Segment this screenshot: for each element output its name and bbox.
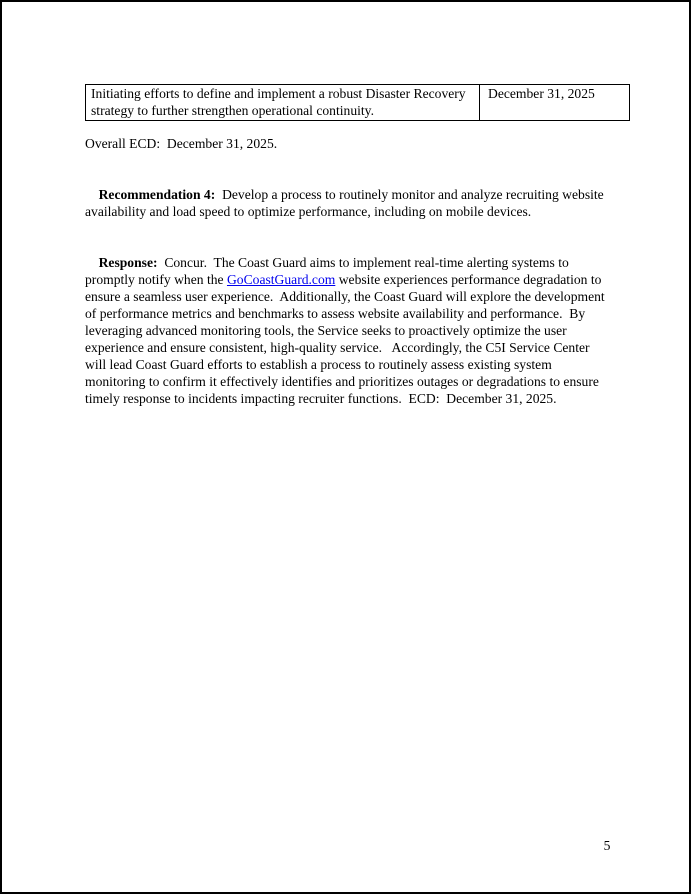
response-label: Response: <box>98 255 158 270</box>
recommendation-label: Recommendation 4: <box>98 187 216 202</box>
page-number: 5 <box>603 838 611 853</box>
recommendation-paragraph <box>85 169 612 237</box>
response-text-before-link: Concur. The Coast Guard aims to implement real-time alerting systems to promptly notify when the <box>85 255 573 287</box>
overall-ecd-line: Overall ECD: December 31, 2025. <box>85 136 278 151</box>
response-paragraph <box>85 237 612 424</box>
gocoastguard-link[interactable]: GoCoastGuard.com <box>226 272 336 287</box>
recommendation-text: Develop a process to routinely monitor and analyze recruiting website availability and load speed to optimize performance, including on mobile devices. <box>85 187 608 219</box>
table-row <box>86 85 630 121</box>
table-cell-action: Initiating efforts to define and implement a robust Disaster Recovery strategy to further strengthen operational continuity. <box>86 85 480 121</box>
ecd-table <box>85 84 630 121</box>
response-text-after-link: website experiences performance degradation to ensure a seamless user experience. Additionally, the Coast Guard will explore the development of performance metrics and benchmarks to assess website availability and performance. By leveraging advanced monitoring tools, the Service seeks to proactively optimize the user experience and ensure consistent, high-quality service. Accordingly, the C5I Service Center will lead Coast Guard efforts to establish a process to routinely assess existing system monitoring to confirm it effectively identifies and prioritizes outages or degradations to ensure timely response to incidents impacting recruiter functions. ECD: December 31, 2025. <box>85 272 609 406</box>
table-cell-date: December 31, 2025 <box>480 85 630 121</box>
